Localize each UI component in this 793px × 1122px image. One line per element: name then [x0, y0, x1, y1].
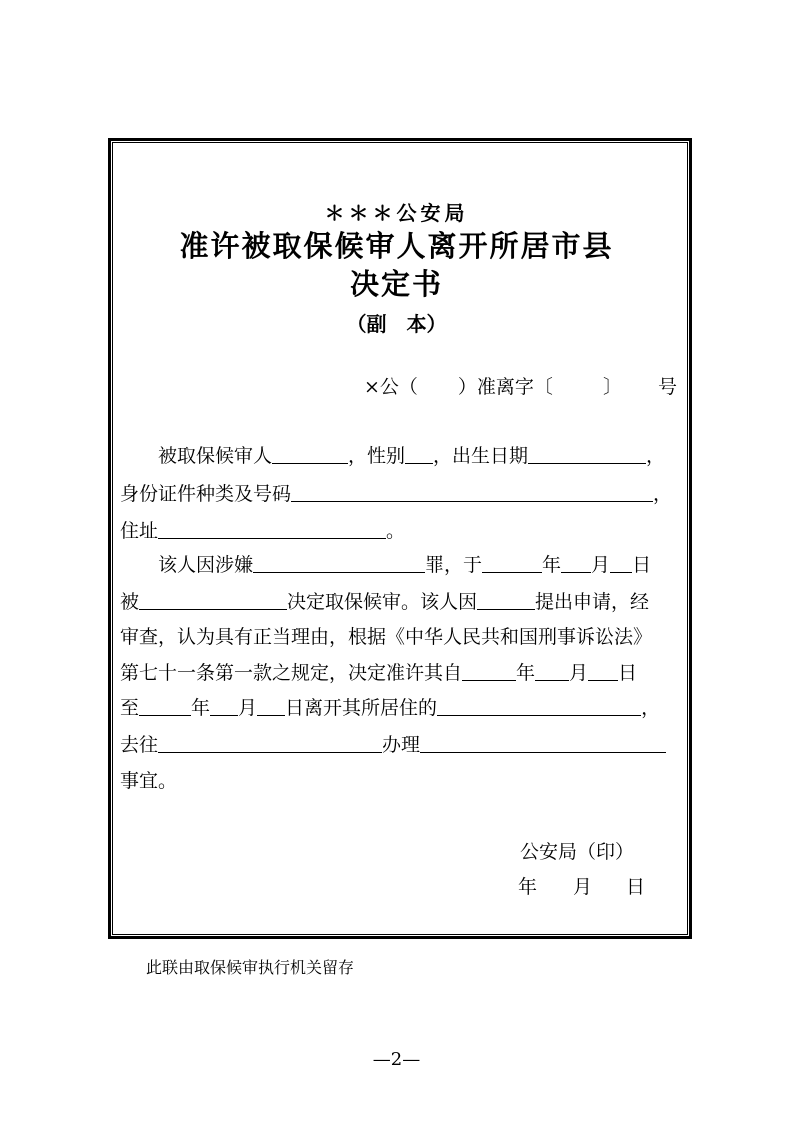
label-crime-on: 罪，于 — [425, 554, 483, 576]
label-address: 住址 — [120, 520, 159, 542]
label-by: 被 — [120, 591, 140, 613]
label-year: 年 — [516, 662, 536, 684]
body-line-2 — [120, 481, 672, 507]
footer-note: 此联由取保候审执行机关留存 — [146, 958, 355, 977]
body-line-5 — [120, 589, 649, 615]
label-id-document: 身份证件种类及号码 — [120, 483, 292, 505]
blank-address — [158, 518, 386, 539]
punct: ， — [641, 697, 661, 719]
doc-number-bracket-close: 〕 — [602, 376, 622, 398]
label-suspected-of: 该人因涉嫌 — [158, 554, 254, 576]
blank-crime — [253, 552, 425, 573]
body-line-6 — [120, 624, 652, 650]
blank-to-year — [139, 695, 191, 716]
label-day: 日 — [626, 876, 646, 898]
punct: ， — [653, 483, 673, 505]
blank-reason — [477, 589, 535, 610]
label-go-to: 去往 — [120, 734, 159, 756]
blank-from-year — [462, 660, 516, 681]
label-year: 年 — [542, 554, 562, 576]
body-line-4 — [158, 552, 651, 578]
blank-destination — [158, 732, 382, 753]
text-matters: 事宜。 — [120, 770, 178, 792]
body-line-10 — [120, 768, 177, 794]
label-month: 月 — [573, 876, 593, 898]
label-day: 日 — [632, 554, 652, 576]
label-suspect: 被取保候审人 — [158, 445, 273, 467]
document-number — [364, 374, 677, 400]
body-line-9 — [120, 732, 666, 758]
agency-name: ＊＊＊公安局 — [324, 201, 469, 225]
label-to: 至 — [120, 697, 140, 719]
blank-residence — [437, 695, 641, 716]
body-line-3 — [120, 518, 405, 544]
blank-suspect-name — [272, 443, 348, 464]
label-year: 年 — [191, 697, 211, 719]
label-handle: 办理 — [382, 734, 421, 756]
blank-month — [561, 552, 591, 573]
doc-number-prefix: ×公（ — [364, 376, 418, 398]
punct: 。 — [386, 520, 406, 542]
blank-to-day — [257, 695, 285, 716]
doc-number-middle: ）准离字〔 — [457, 376, 553, 398]
label-month: 月 — [238, 697, 258, 719]
blank-day — [610, 552, 632, 573]
body-line-7 — [120, 660, 637, 686]
label-bail-decided: 决定取保候审。该人因 — [287, 591, 478, 613]
blank-birthdate — [528, 443, 646, 464]
body-line-1 — [158, 443, 665, 469]
punct: ， — [646, 445, 666, 467]
document-title-line1: 准许被取保候审人离开所居市县 — [179, 229, 614, 263]
label-year: 年 — [518, 876, 538, 898]
seal-line: 公安局（印） — [520, 841, 635, 863]
label-birthdate: ，出生日期 — [433, 445, 529, 467]
body-line-8 — [120, 695, 660, 721]
blank-to-month — [210, 695, 238, 716]
document-title-line2: 决定书 — [349, 267, 443, 301]
text-legal-basis: 审查，认为具有正当理由，根据《中华人民共和国刑事诉讼法》 — [120, 626, 653, 648]
blank-id-document — [291, 481, 653, 502]
signature-date — [518, 874, 645, 900]
page-number: —2— — [372, 1049, 421, 1070]
label-month: 月 — [569, 662, 589, 684]
label-applied: 提出申请，经 — [535, 591, 650, 613]
blank-year — [482, 552, 542, 573]
blank-from-month — [535, 660, 569, 681]
blank-deciding-agency — [139, 589, 287, 610]
text-article: 第七十一条第一款之规定，决定准许其自 — [120, 662, 463, 684]
copy-label: （副 本） — [346, 312, 447, 336]
label-leave-residence: 日离开其所居住的 — [285, 697, 438, 719]
label-month: 月 — [591, 554, 611, 576]
label-day: 日 — [618, 662, 638, 684]
blank-gender — [405, 443, 433, 464]
blank-matter — [420, 732, 666, 753]
blank-from-day — [588, 660, 618, 681]
label-gender: ，性别 — [348, 445, 406, 467]
doc-number-suffix: 号 — [657, 376, 677, 398]
